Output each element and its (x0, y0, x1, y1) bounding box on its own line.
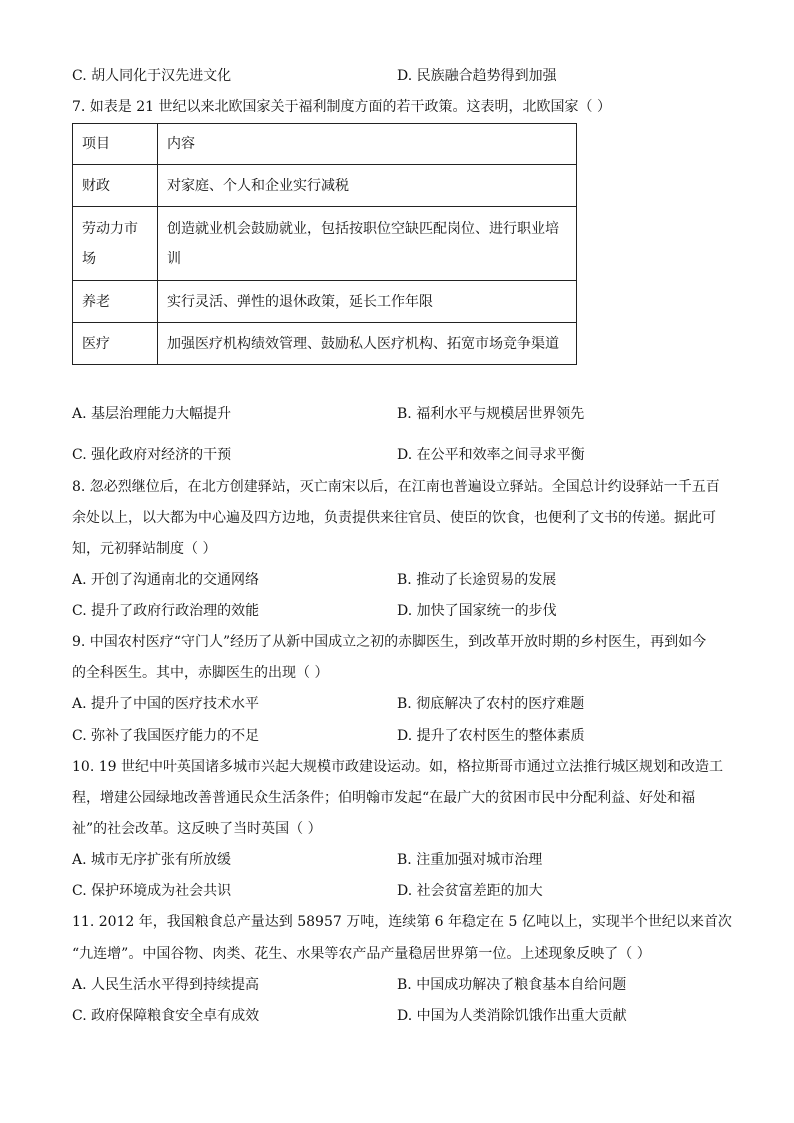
q11-option-d: D. 中国为人类消除饥饿作出重大贡献 (397, 1008, 627, 1024)
q11-stem-line: 11. 2012 年，我国粮食总产量达到 58957 万吨，连续第 6 年稳定在 5 亿吨以上，实现半个世纪以来首次 (72, 914, 732, 930)
q7-option-c: C. 强化政府对经济的干预 (72, 447, 232, 463)
q7-option-b: B. 福利水平与规模居世界领先 (397, 406, 585, 422)
q6-option-d: D. 民族融合趋势得到加强 (397, 68, 557, 84)
q7-option-a: A. 基层治理能力大幅提升 (72, 406, 232, 422)
table-row (73, 207, 577, 281)
q8-option-c: C. 提升了政府行政治理的效能 (72, 603, 260, 619)
q11-option-a: A. 人民生活水平得到持续提高 (72, 977, 260, 993)
q10-option-c: C. 保护环境成为社会共识 (72, 883, 232, 899)
q11-option-c: C. 政府保障粮食安全卓有成效 (72, 1008, 260, 1024)
q7-policy-table (72, 123, 577, 365)
table-cell-item: 医疗 (73, 323, 158, 365)
table-cell-content: 加强医疗机构绩效管理、鼓励私人医疗机构、拓宽市场竞争渠道 (158, 323, 577, 365)
q10-option-d: D. 社会贫富差距的加大 (397, 883, 543, 899)
q9-option-a: A. 提升了中国的医疗技术水平 (72, 696, 260, 712)
table-cell-item (73, 207, 158, 281)
q8-stem-line: 余处以上，以大都为中心遍及四方边地，负责提供来往官员、使臣的饮食，也便利了文书的传递。据此可 (72, 510, 716, 526)
q8-option-d: D. 加快了国家统一的步伐 (397, 603, 557, 619)
q7-stem: 7. 如表是 21 世纪以来北欧国家关于福利制度方面的若干政策。这表明，北欧国家（ ） (72, 99, 611, 115)
q8-stem-line: 知，元初驿站制度（ ） (72, 541, 217, 557)
table-cell-item: 财政 (73, 165, 158, 207)
cell-line: 创造就业机会鼓励就业，包括按职位空缺匹配岗位、进行职业培 (167, 220, 559, 237)
q9-stem-line: 的全科医生。其中，赤脚医生的出现（ ） (72, 665, 329, 681)
cell-line: 场 (82, 250, 96, 267)
q11-option-b: B. 中国成功解决了粮食基本自给问题 (397, 977, 627, 993)
table-row (73, 281, 577, 323)
header-cell-content: 内容 (158, 124, 577, 165)
table-cell-content: 对家庭、个人和企业实行减税 (158, 165, 577, 207)
q10-option-a: A. 城市无序扩张有所放缓 (72, 852, 232, 868)
q8-stem-line: 8. 忽必烈继位后，在北方创建驿站，灭亡南宋以后，在江南也普遍设立驿站。全国总计约设驿站一千五百 (72, 479, 720, 495)
table-cell-item: 养老 (73, 281, 158, 323)
q8-option-a: A. 开创了沟通南北的交通网络 (72, 572, 260, 588)
table-cell-content: 实行灵活、弹性的退休政策，延长工作年限 (158, 281, 577, 323)
q9-option-b: B. 彻底解决了农村的医疗难题 (397, 696, 585, 712)
q9-stem-line: 9. 中国农村医疗“守门人”经历了从新中国成立之初的赤脚医生，到改革开放时期的乡村医生，再到如今 (72, 634, 707, 650)
header-cell-item: 项目 (73, 124, 158, 165)
q10-stem-line: 祉”的社会改革。这反映了当时英国（ ） (72, 821, 322, 837)
q8-option-b: B. 推动了长途贸易的发展 (397, 572, 557, 588)
cell-line: 训 (167, 250, 181, 267)
q6-option-c: C. 胡人同化于汉先进文化 (72, 68, 232, 84)
cell-line: 劳动力市 (82, 220, 138, 237)
table-row (73, 165, 577, 207)
q10-stem-line: 程，增建公园绿地改善普通民众生活条件；伯明翰市发起“在最广大的贫困市民中分配利益、好处和福 (72, 790, 696, 806)
q10-option-b: B. 注重加强对城市治理 (397, 852, 543, 868)
table-header-row (73, 124, 577, 165)
q11-stem-line: “九连增”。中国谷物、肉类、花生、水果等农产品产量稳居世界第一位。上述现象反映了（ ） (72, 946, 651, 962)
q9-option-d: D. 提升了农村医生的整体素质 (397, 728, 585, 744)
q7-option-d: D. 在公平和效率之间寻求平衡 (397, 447, 585, 463)
q9-option-c: C. 弥补了我国医疗能力的不足 (72, 728, 260, 744)
table-row (73, 323, 577, 365)
q10-stem-line: 10. 19 世纪中叶英国诸多城市兴起大规模市政建设运动。如，格拉斯哥市通过立法推行城区规划和改造工 (72, 759, 723, 775)
table-cell-content (158, 207, 577, 281)
